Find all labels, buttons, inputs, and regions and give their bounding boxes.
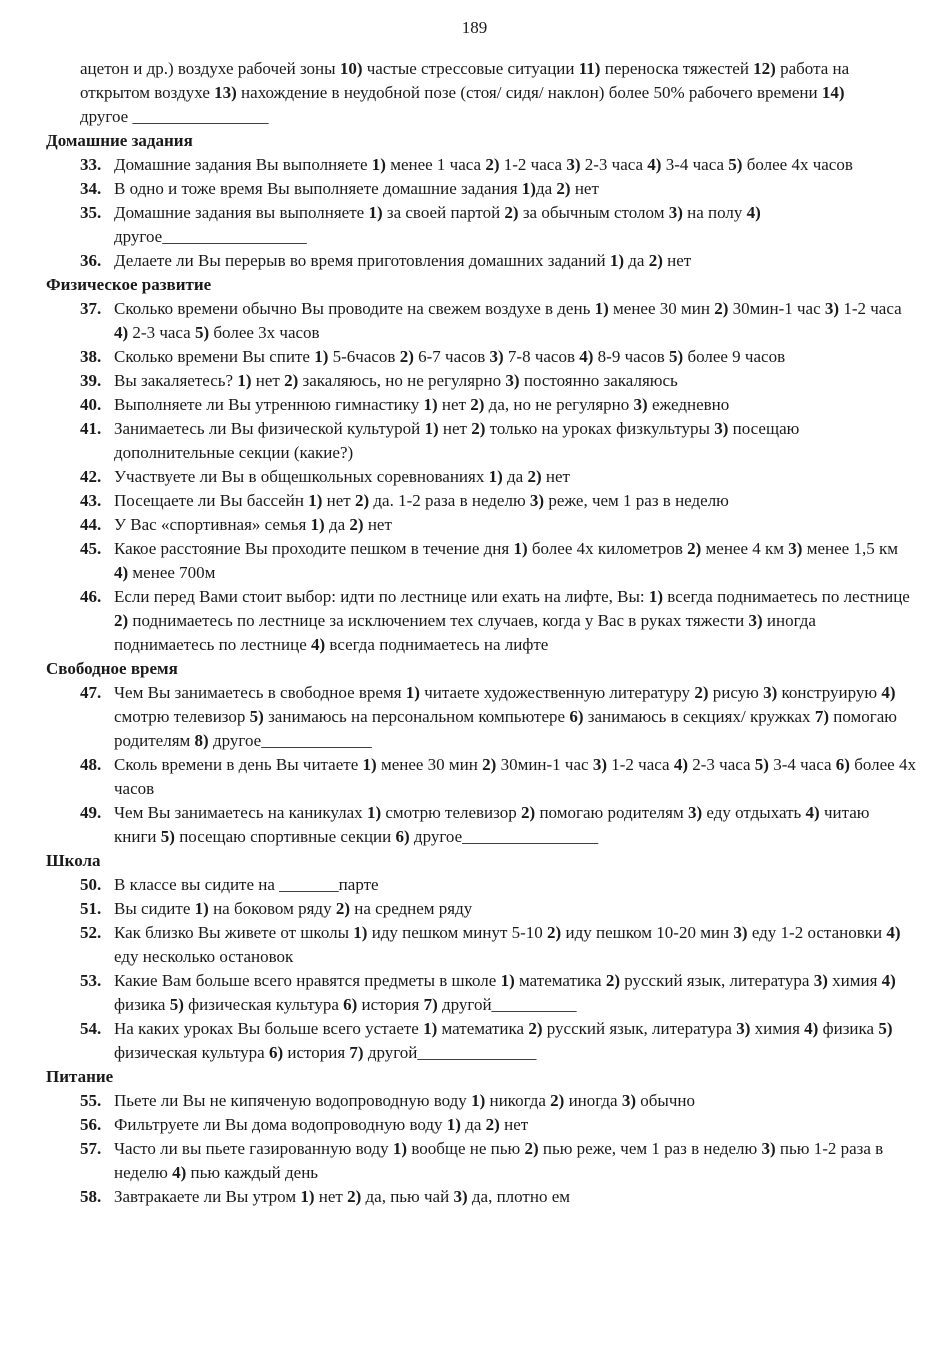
continued-paragraph (46, 57, 916, 129)
option-number: 11) (578, 59, 601, 78)
question-text: химия (827, 971, 882, 990)
question-text: химия (750, 1019, 805, 1038)
question-text: посещаю спортивные секции (174, 827, 396, 846)
option-number: 1) (392, 1139, 408, 1158)
option-number: 14) (821, 83, 845, 102)
question-item (46, 537, 916, 585)
question-text: читаю книги (114, 803, 870, 846)
question-text: менее 30 мин (608, 299, 715, 318)
question-number: 55. (80, 1091, 102, 1110)
option-number: 7) (423, 995, 438, 1014)
question-text: нет (662, 251, 692, 270)
question-text: русский язык, литература (619, 971, 814, 990)
question-text: всегда поднимаетесь на лифте (325, 635, 549, 654)
option-number: 4) (114, 323, 129, 342)
question-item (46, 1089, 916, 1113)
question-text: да (623, 251, 649, 270)
option-number: 4) (673, 755, 688, 774)
option-number: 6) (343, 995, 358, 1014)
question-text: нет (363, 515, 392, 534)
question-item (46, 1017, 916, 1065)
question-text: другое_________________ (114, 227, 307, 246)
option-number: 4) (114, 563, 129, 582)
option-number: 2) (354, 491, 370, 510)
option-number: 13) (214, 83, 237, 102)
question-text: физическая культура (183, 995, 344, 1014)
option-number: 2) (485, 1115, 500, 1134)
section-heading: Свободное время (46, 659, 178, 678)
question-text: за своей партой (382, 203, 505, 222)
question-number: 39. (80, 371, 102, 390)
question-text: посещаю дополнительные секции (какие?) (114, 419, 800, 462)
question-text: У Вас «спортивная» семья (114, 515, 311, 534)
question-number: 56. (80, 1115, 102, 1134)
option-number: 3) (761, 1139, 776, 1158)
question-item (46, 201, 916, 249)
question-item (46, 873, 916, 897)
option-number: 1) (314, 347, 329, 366)
option-number: 3) (733, 923, 748, 942)
option-number: 2) (349, 515, 364, 534)
question-text: иду пешком 10-20 мин (561, 923, 734, 942)
question-text: Выполняете ли Вы утреннюю гимнастику (114, 395, 424, 414)
question-text: 6-7 часов (413, 347, 490, 366)
option-number: 3) (714, 419, 729, 438)
question-number: 48. (80, 755, 102, 774)
page-number: 189 (461, 18, 488, 37)
option-number: 2) (528, 1019, 543, 1038)
option-number: 3) (736, 1019, 751, 1038)
question-text: 2-3 часа (128, 323, 195, 342)
question-text: нет (570, 179, 599, 198)
question-text: смотрю телевизор (114, 707, 250, 726)
question-item (46, 1137, 916, 1185)
option-number: 1) (405, 683, 420, 702)
question-text: Сколько времени обычно Вы проводите на свежем воздухе в день (114, 299, 595, 318)
option-number: 1) (500, 971, 515, 990)
option-number: 2) (114, 611, 129, 630)
option-number: 2) (399, 347, 414, 366)
question-text: 2-3 часа (580, 155, 648, 174)
question-text: иногда (564, 1091, 622, 1110)
option-number: 3) (748, 611, 763, 630)
option-number: 1) (513, 539, 528, 558)
section-heading: Питание (46, 1067, 114, 1086)
question-item (46, 153, 916, 177)
question-text: В одно и тоже время Вы выполняете домашние задания (114, 179, 522, 198)
option-number: 1) (366, 803, 382, 822)
question-text: 30мин-1 час (496, 755, 593, 774)
question-text: история (357, 995, 424, 1014)
option-number: 2) (347, 1187, 362, 1206)
question-text: читаете художественную литературу (419, 683, 695, 702)
option-number: 5) (169, 995, 184, 1014)
option-number: 4) (804, 1019, 819, 1038)
question-text: русский язык, литература (542, 1019, 737, 1038)
option-number: 3) (529, 491, 545, 510)
question-text: обычно (636, 1091, 695, 1110)
question-text: рисую (708, 683, 764, 702)
question-text: Пьете ли Вы не кипяченую водопроводную воду (114, 1091, 472, 1110)
question-text: на боковом ряду (208, 899, 336, 918)
question-text: да, плотно ем (467, 1187, 571, 1206)
option-number: 1) (471, 1091, 486, 1110)
question-text: реже, чем 1 раз в неделю (544, 491, 729, 510)
question-text: постоянно закаляюсь (519, 371, 678, 390)
section-heading: Домашние задания (46, 131, 193, 150)
option-number: 1) (446, 1115, 461, 1134)
section-heading: Физическое развитие (46, 275, 212, 294)
question-text: Как близко Вы живете от школы (114, 923, 354, 942)
option-number: 6) (569, 707, 584, 726)
question-text: да. 1-2 раза в неделю (369, 491, 530, 510)
question-text: нет (438, 419, 472, 438)
option-number: 3) (788, 539, 803, 558)
question-text: 8-9 часов (593, 347, 670, 366)
question-text: Чем Вы занимаетесь в свободное время (114, 683, 406, 702)
question-text: менее 1,5 км (802, 539, 898, 558)
option-number: 1) (310, 515, 325, 534)
option-number: 4) (172, 1163, 187, 1182)
question-text: Домашние задания Вы выполняете (114, 155, 372, 174)
question-text: 1-2 часа (499, 155, 567, 174)
question-number: 46. (80, 587, 102, 606)
option-number: 8) (194, 731, 209, 750)
questionnaire-body (46, 57, 916, 1209)
question-text: да (460, 1115, 486, 1134)
option-number: 3) (489, 347, 504, 366)
question-text: еду несколько остановок (114, 947, 294, 966)
question-item (46, 297, 916, 345)
question-item (46, 897, 916, 921)
option-number: 1) (237, 371, 252, 390)
question-text: менее 1 часа (385, 155, 486, 174)
question-text: Сколь времени в день Вы читаете (114, 755, 363, 774)
option-number: 2) (605, 971, 620, 990)
option-number: 1) (423, 395, 438, 414)
question-text: занимаюсь на персональном компьютере (263, 707, 570, 726)
question-text: математика (514, 971, 606, 990)
option-number: 1) (300, 1187, 315, 1206)
option-number: 10) (339, 59, 363, 78)
question-text: Вы сидите (114, 899, 195, 918)
question-text: да, пью чай (361, 1187, 454, 1206)
question-number: 52. (80, 923, 102, 942)
option-number: 1) (368, 203, 383, 222)
question-item (46, 345, 916, 369)
question-text: менее 700м (128, 563, 216, 582)
question-text: за обычным столом (518, 203, 669, 222)
question-text: другой______________ (363, 1043, 537, 1062)
question-text: смотрю телевизор (381, 803, 522, 822)
option-number: 3) (633, 395, 648, 414)
option-number: 4) (579, 347, 594, 366)
question-number: 37. (80, 299, 102, 318)
question-text: другое________________ (409, 827, 599, 846)
question-number: 53. (80, 971, 102, 990)
question-text: Вы закаляетесь? (114, 371, 238, 390)
question-text: да (502, 467, 528, 486)
question-text: более 3х часов (209, 323, 320, 342)
question-text: пью каждый день (186, 1163, 319, 1182)
question-number: 47. (80, 683, 102, 702)
question-number: 41. (80, 419, 102, 438)
question-text: На каких уроках Вы больше всего устаете (114, 1019, 424, 1038)
question-text: 30мин-1 час (728, 299, 825, 318)
option-number: 2) (470, 395, 485, 414)
question-text: 5-6часов (328, 347, 400, 366)
question-text: физика (114, 995, 170, 1014)
option-number: 2) (524, 1139, 539, 1158)
option-number: 4) (881, 971, 896, 990)
option-number: 6) (395, 827, 410, 846)
question-item (46, 513, 916, 537)
question-text: да, но не регулярно (484, 395, 634, 414)
question-number: 50. (80, 875, 102, 894)
question-text: Посещаете ли Вы бассейн (114, 491, 309, 510)
question-text: вообще не пью (407, 1139, 525, 1158)
question-item (46, 921, 916, 969)
option-number: 2) (556, 179, 571, 198)
question-item (46, 489, 916, 513)
question-text: физическая культура (114, 1043, 269, 1062)
question-text: всегда поднимаетесь по лестнице (663, 587, 910, 606)
question-text: частые стрессовые ситуации (362, 59, 579, 78)
question-text: другой__________ (437, 995, 577, 1014)
question-text: иногда поднимаетесь по лестнице (114, 611, 816, 654)
option-number: 2) (284, 371, 299, 390)
question-item (46, 417, 916, 465)
question-text: нахождение в неудобной позе (стоя/ сидя/ наклон) более 50% рабочего времени (236, 83, 822, 102)
option-number: 5) (728, 155, 743, 174)
option-number: 1) (353, 923, 368, 942)
question-number: 45. (80, 539, 102, 558)
option-number: 4) (805, 803, 820, 822)
question-text: Домашние задания вы выполняете (114, 203, 369, 222)
option-number: 4) (886, 923, 901, 942)
question-text: 1-2 часа (839, 299, 902, 318)
question-item (46, 969, 916, 1017)
question-text: история (283, 1043, 350, 1062)
option-number: 4) (647, 155, 662, 174)
option-number: 1) (488, 467, 503, 486)
question-item (46, 177, 916, 201)
option-number: 3) (453, 1187, 468, 1206)
question-item (46, 393, 916, 417)
question-text: пью реже, чем 1 раз в неделю (538, 1139, 762, 1158)
question-text: другое_____________ (208, 731, 372, 750)
question-text: более 4х часов (114, 755, 916, 798)
option-number: 2) (694, 683, 709, 702)
question-item (46, 249, 916, 273)
question-text: Чем Вы занимаетесь на каникулах (114, 803, 367, 822)
option-number: 7) (349, 1043, 364, 1062)
option-number: 1) (609, 251, 624, 270)
question-item (46, 1113, 916, 1137)
question-text: 3-4 часа (768, 755, 836, 774)
question-item (46, 801, 916, 849)
section-heading: Школа (46, 851, 101, 870)
question-item (46, 585, 916, 657)
option-number: 1) (424, 419, 439, 438)
question-number: 33. (80, 155, 102, 174)
question-text: иду пешком минут 5-10 (367, 923, 548, 942)
option-number: 12) (753, 59, 776, 78)
question-text: Какие Вам больше всего нравятся предметы в школе (114, 971, 501, 990)
option-number: 6) (835, 755, 850, 774)
question-text: нет (437, 395, 471, 414)
option-number: 5) (878, 1019, 893, 1038)
question-text: ежедневно (647, 395, 730, 414)
option-number: 1) (423, 1019, 438, 1038)
question-number: 34. (80, 179, 102, 198)
question-item (46, 681, 916, 753)
option-number: 1) (194, 899, 209, 918)
question-text: ацетон и др.) воздухе рабочей зоны (80, 59, 340, 78)
question-text: более 4х часов (742, 155, 853, 174)
option-number: 3) (621, 1091, 637, 1110)
question-text: никогда (485, 1091, 551, 1110)
option-number: 5) (160, 827, 175, 846)
question-text: 3-4 часа (661, 155, 729, 174)
question-text: 1-2 часа (607, 755, 674, 774)
question-text: нет (499, 1115, 529, 1134)
question-text: менее 30 мин (376, 755, 483, 774)
question-number: 35. (80, 203, 102, 222)
option-number: 4) (746, 203, 761, 222)
option-number: 3) (592, 755, 607, 774)
question-text: помогаю родителям (535, 803, 688, 822)
question-text: более 9 часов (683, 347, 786, 366)
question-number: 36. (80, 251, 102, 270)
question-text: да (535, 179, 557, 198)
question-number: 43. (80, 491, 102, 510)
option-number: 3) (763, 683, 778, 702)
question-item (46, 369, 916, 393)
option-number: 3) (688, 803, 703, 822)
question-text: переноска тяжестей (600, 59, 754, 78)
option-number: 4) (311, 635, 326, 654)
question-text: на полу (682, 203, 747, 222)
option-number: 2) (547, 923, 562, 942)
option-number: 1) (362, 755, 377, 774)
question-item (46, 753, 916, 801)
option-number: 2) (527, 467, 542, 486)
question-number: 49. (80, 803, 102, 822)
option-number: 7) (814, 707, 829, 726)
option-number: 2) (504, 203, 519, 222)
question-number: 54. (80, 1019, 102, 1038)
option-number: 3) (668, 203, 683, 222)
question-text: еду отдыхать (702, 803, 806, 822)
option-number: 2) (471, 419, 486, 438)
option-number: 3) (813, 971, 828, 990)
option-number: 5) (249, 707, 264, 726)
question-text: Фильтруете ли Вы дома водопроводную воду (114, 1115, 447, 1134)
question-number: 57. (80, 1139, 102, 1158)
option-number: 1) (648, 587, 664, 606)
option-number: 2) (648, 251, 663, 270)
question-text: занимаюсь в секциях/ кружках (583, 707, 815, 726)
question-text: поднимаетесь по лестнице за исключением тех случаев, когда у Вас в руках тяжести (128, 611, 749, 630)
option-number: 3) (824, 299, 840, 318)
questionnaire-sections (46, 129, 916, 1209)
option-number: 2) (714, 299, 729, 318)
question-text: нет (541, 467, 570, 486)
question-text: Участвуете ли Вы в общешкольных соревнованиях (114, 467, 489, 486)
option-number: 5) (194, 323, 210, 342)
question-text: нет (251, 371, 285, 390)
option-number: 5) (669, 347, 684, 366)
question-text: помогаю родителям (114, 707, 897, 750)
option-number: 1) (521, 179, 536, 198)
question-text: 2-3 часа (687, 755, 755, 774)
question-text: нет (322, 491, 355, 510)
option-number: 1) (371, 155, 386, 174)
question-text: Если перед Вами стоит выбор: идти по лестнице или ехать на лифте, Вы: (114, 587, 649, 606)
question-number: 44. (80, 515, 102, 534)
question-number: 38. (80, 347, 102, 366)
option-number: 2) (482, 755, 497, 774)
question-text: Часто ли вы пьете газированную воду (114, 1139, 393, 1158)
question-text: В классе вы сидите на _______парте (114, 875, 379, 894)
question-number: 51. (80, 899, 102, 918)
question-item (46, 465, 916, 489)
question-text: закаляюсь, но не регулярно (298, 371, 506, 390)
option-number: 2) (485, 155, 500, 174)
question-text: нет (314, 1187, 348, 1206)
question-text: более 4х километров (527, 539, 688, 558)
question-text: другое ________________ (80, 107, 269, 126)
question-text: менее 4 км (701, 539, 789, 558)
question-text: Какое расстояние Вы проходите пешком в течение дня (114, 539, 514, 558)
question-text: математика (437, 1019, 529, 1038)
question-text: Занимаетесь ли Вы физической культурой (114, 419, 425, 438)
question-text: физика (818, 1019, 879, 1038)
question-text: только на уроках физкультуры (485, 419, 715, 438)
option-number: 2) (335, 899, 350, 918)
option-number: 1) (594, 299, 609, 318)
question-text: на среднем ряду (350, 899, 473, 918)
question-number: 42. (80, 467, 102, 486)
option-number: 2) (550, 1091, 565, 1110)
option-number: 1) (308, 491, 323, 510)
option-number: 3) (505, 371, 520, 390)
question-number: 40. (80, 395, 102, 414)
option-number: 4) (881, 683, 896, 702)
option-number: 5) (754, 755, 769, 774)
option-number: 2) (687, 539, 702, 558)
question-text: работа на открытом воздухе (80, 59, 850, 102)
question-text: Сколько времени Вы спите (114, 347, 315, 366)
question-text: 7-8 часов (503, 347, 580, 366)
question-text: Завтракаете ли Вы утром (114, 1187, 301, 1206)
question-text: конструирую (777, 683, 882, 702)
option-number: 2) (521, 803, 536, 822)
question-item (46, 1185, 916, 1209)
question-text: Делаете ли Вы перерыв во время приготовления домашних заданий (114, 251, 610, 270)
question-number: 58. (80, 1187, 102, 1206)
question-text: пью 1-2 раза в неделю (114, 1139, 884, 1182)
option-number: 3) (566, 155, 581, 174)
question-text: еду 1-2 остановки (747, 923, 887, 942)
question-text: да (324, 515, 350, 534)
option-number: 6) (268, 1043, 284, 1062)
